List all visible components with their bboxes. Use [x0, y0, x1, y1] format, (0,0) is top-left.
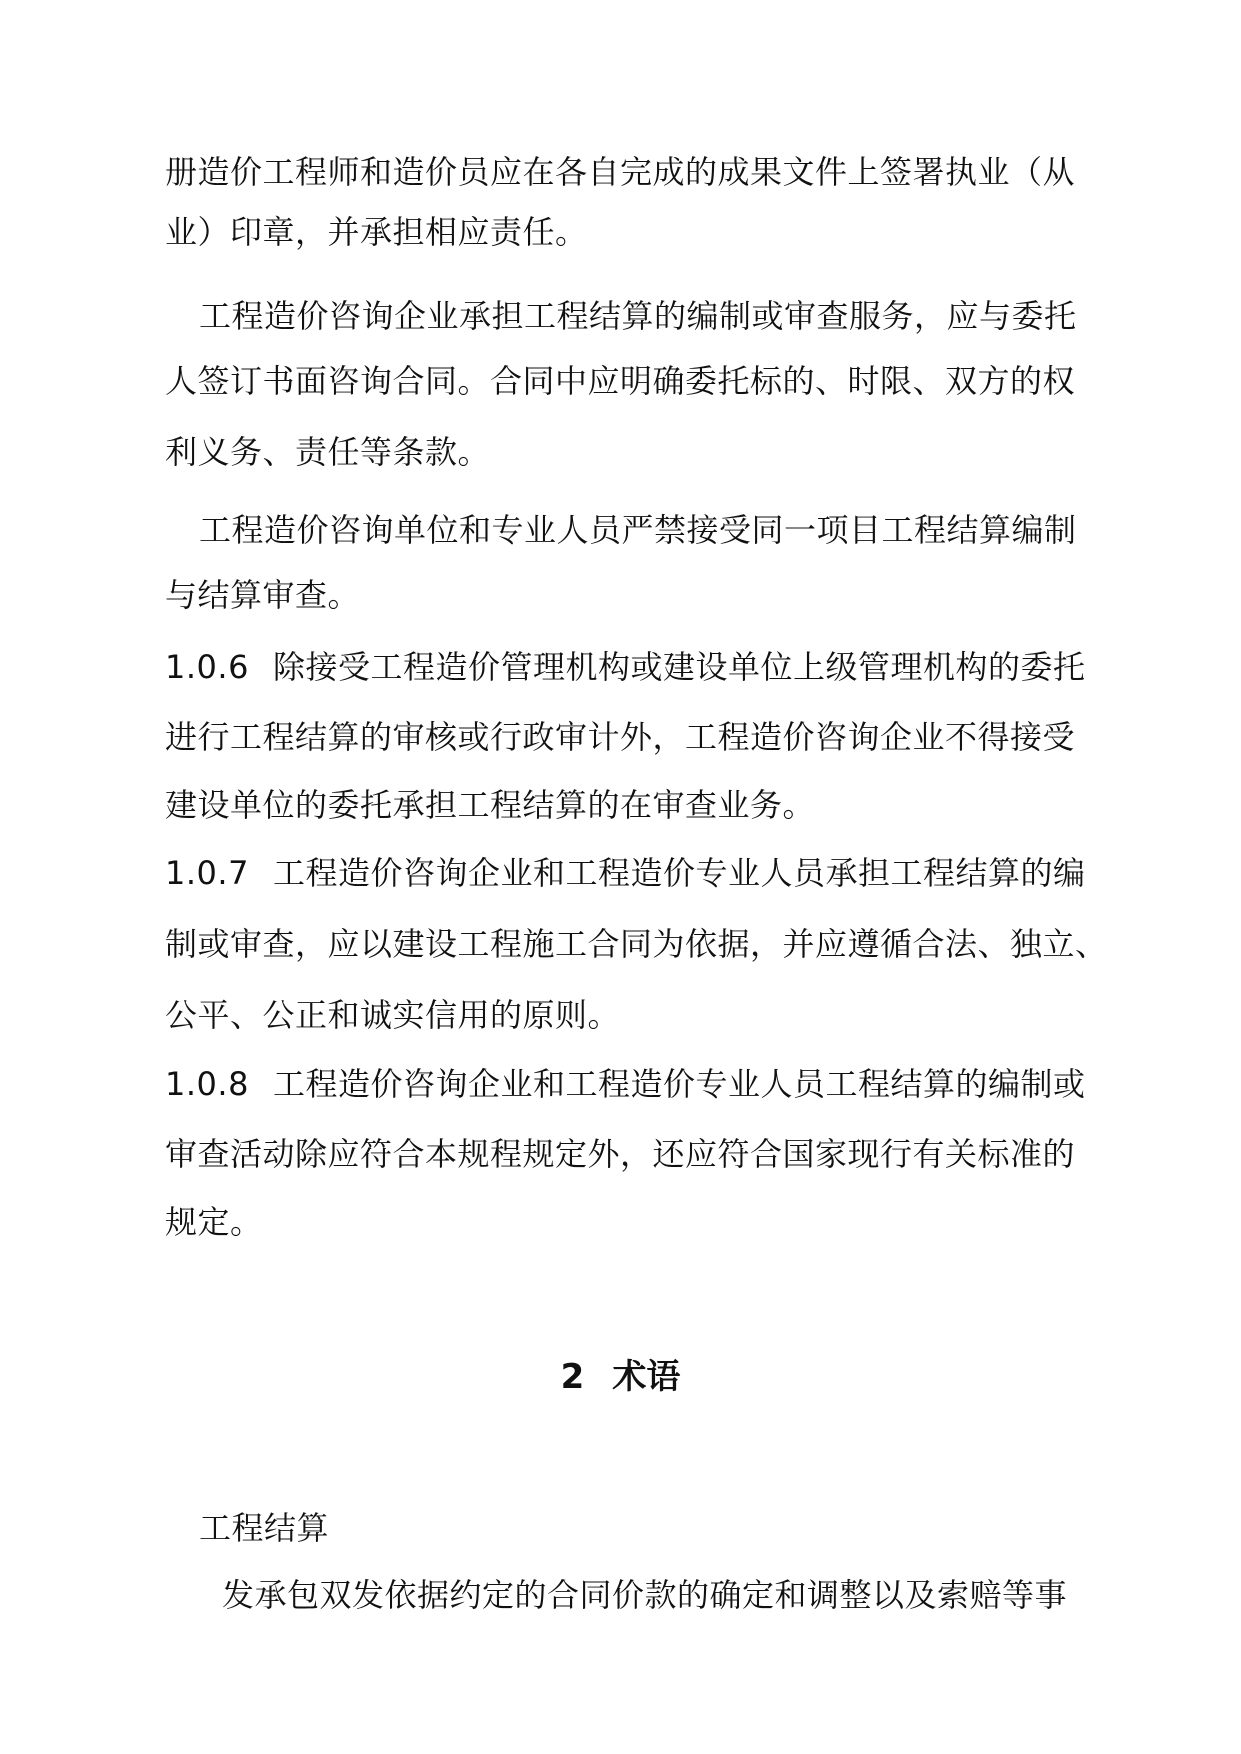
clause-text: 工程造价咨询企业和工程造价专业人员承担工程结算的编	[273, 854, 1086, 892]
section-title: 术语	[612, 1357, 681, 1397]
text-line: 与结算审查。	[165, 576, 361, 614]
text-line: 进行工程结算的审核或行政审计外，工程造价咨询企业不得接受	[165, 718, 1076, 756]
text-line: 业）印章，并承担相应责任。	[165, 213, 588, 251]
text-line: 利义务、责任等条款。	[165, 433, 491, 471]
clause-text: 工程造价咨询企业和工程造价专业人员工程结算的编制或	[273, 1065, 1086, 1103]
text-line: 公平、公正和诚实信用的原则。	[165, 996, 621, 1034]
term-definition: 发承包双发依据约定的合同价款的确定和调整以及索赔等事	[222, 1576, 1068, 1614]
text-line: 建设单位的委托承担工程结算的在审查业务。	[165, 786, 816, 824]
text-line: 工程造价咨询企业承担工程结算的编制或审查服务，应与委托	[199, 297, 1077, 335]
clause-number: 1.0.7	[165, 854, 249, 892]
text-line: 审查活动除应符合本规程规定外，还应符合国家现行有关标准的	[165, 1135, 1076, 1173]
text-line: 工程造价咨询单位和专业人员严禁接受同一项目工程结算编制	[199, 511, 1077, 549]
section-heading	[0, 1357, 1241, 1397]
clause-1-0-6	[165, 647, 1086, 687]
text-line: 册造价工程师和造价员应在各自完成的成果文件上签署执业（从	[165, 153, 1076, 191]
clause-number: 1.0.6	[165, 648, 249, 686]
text-line: 制或审查，应以建设工程施工合同为依据，并应遵循合法、独立、	[165, 925, 1108, 963]
text-line: 人签订书面咨询合同。合同中应明确委托标的、时限、双方的权	[165, 362, 1076, 400]
clause-1-0-7	[165, 853, 1086, 893]
term-title: 工程结算	[199, 1509, 330, 1547]
clause-number: 1.0.8	[165, 1065, 249, 1103]
text-line: 规定。	[165, 1203, 263, 1241]
clause-1-0-8	[165, 1064, 1086, 1104]
clause-text: 除接受工程造价管理机构或建设单位上级管理机构的委托	[273, 648, 1086, 686]
section-number: 2	[560, 1357, 585, 1397]
